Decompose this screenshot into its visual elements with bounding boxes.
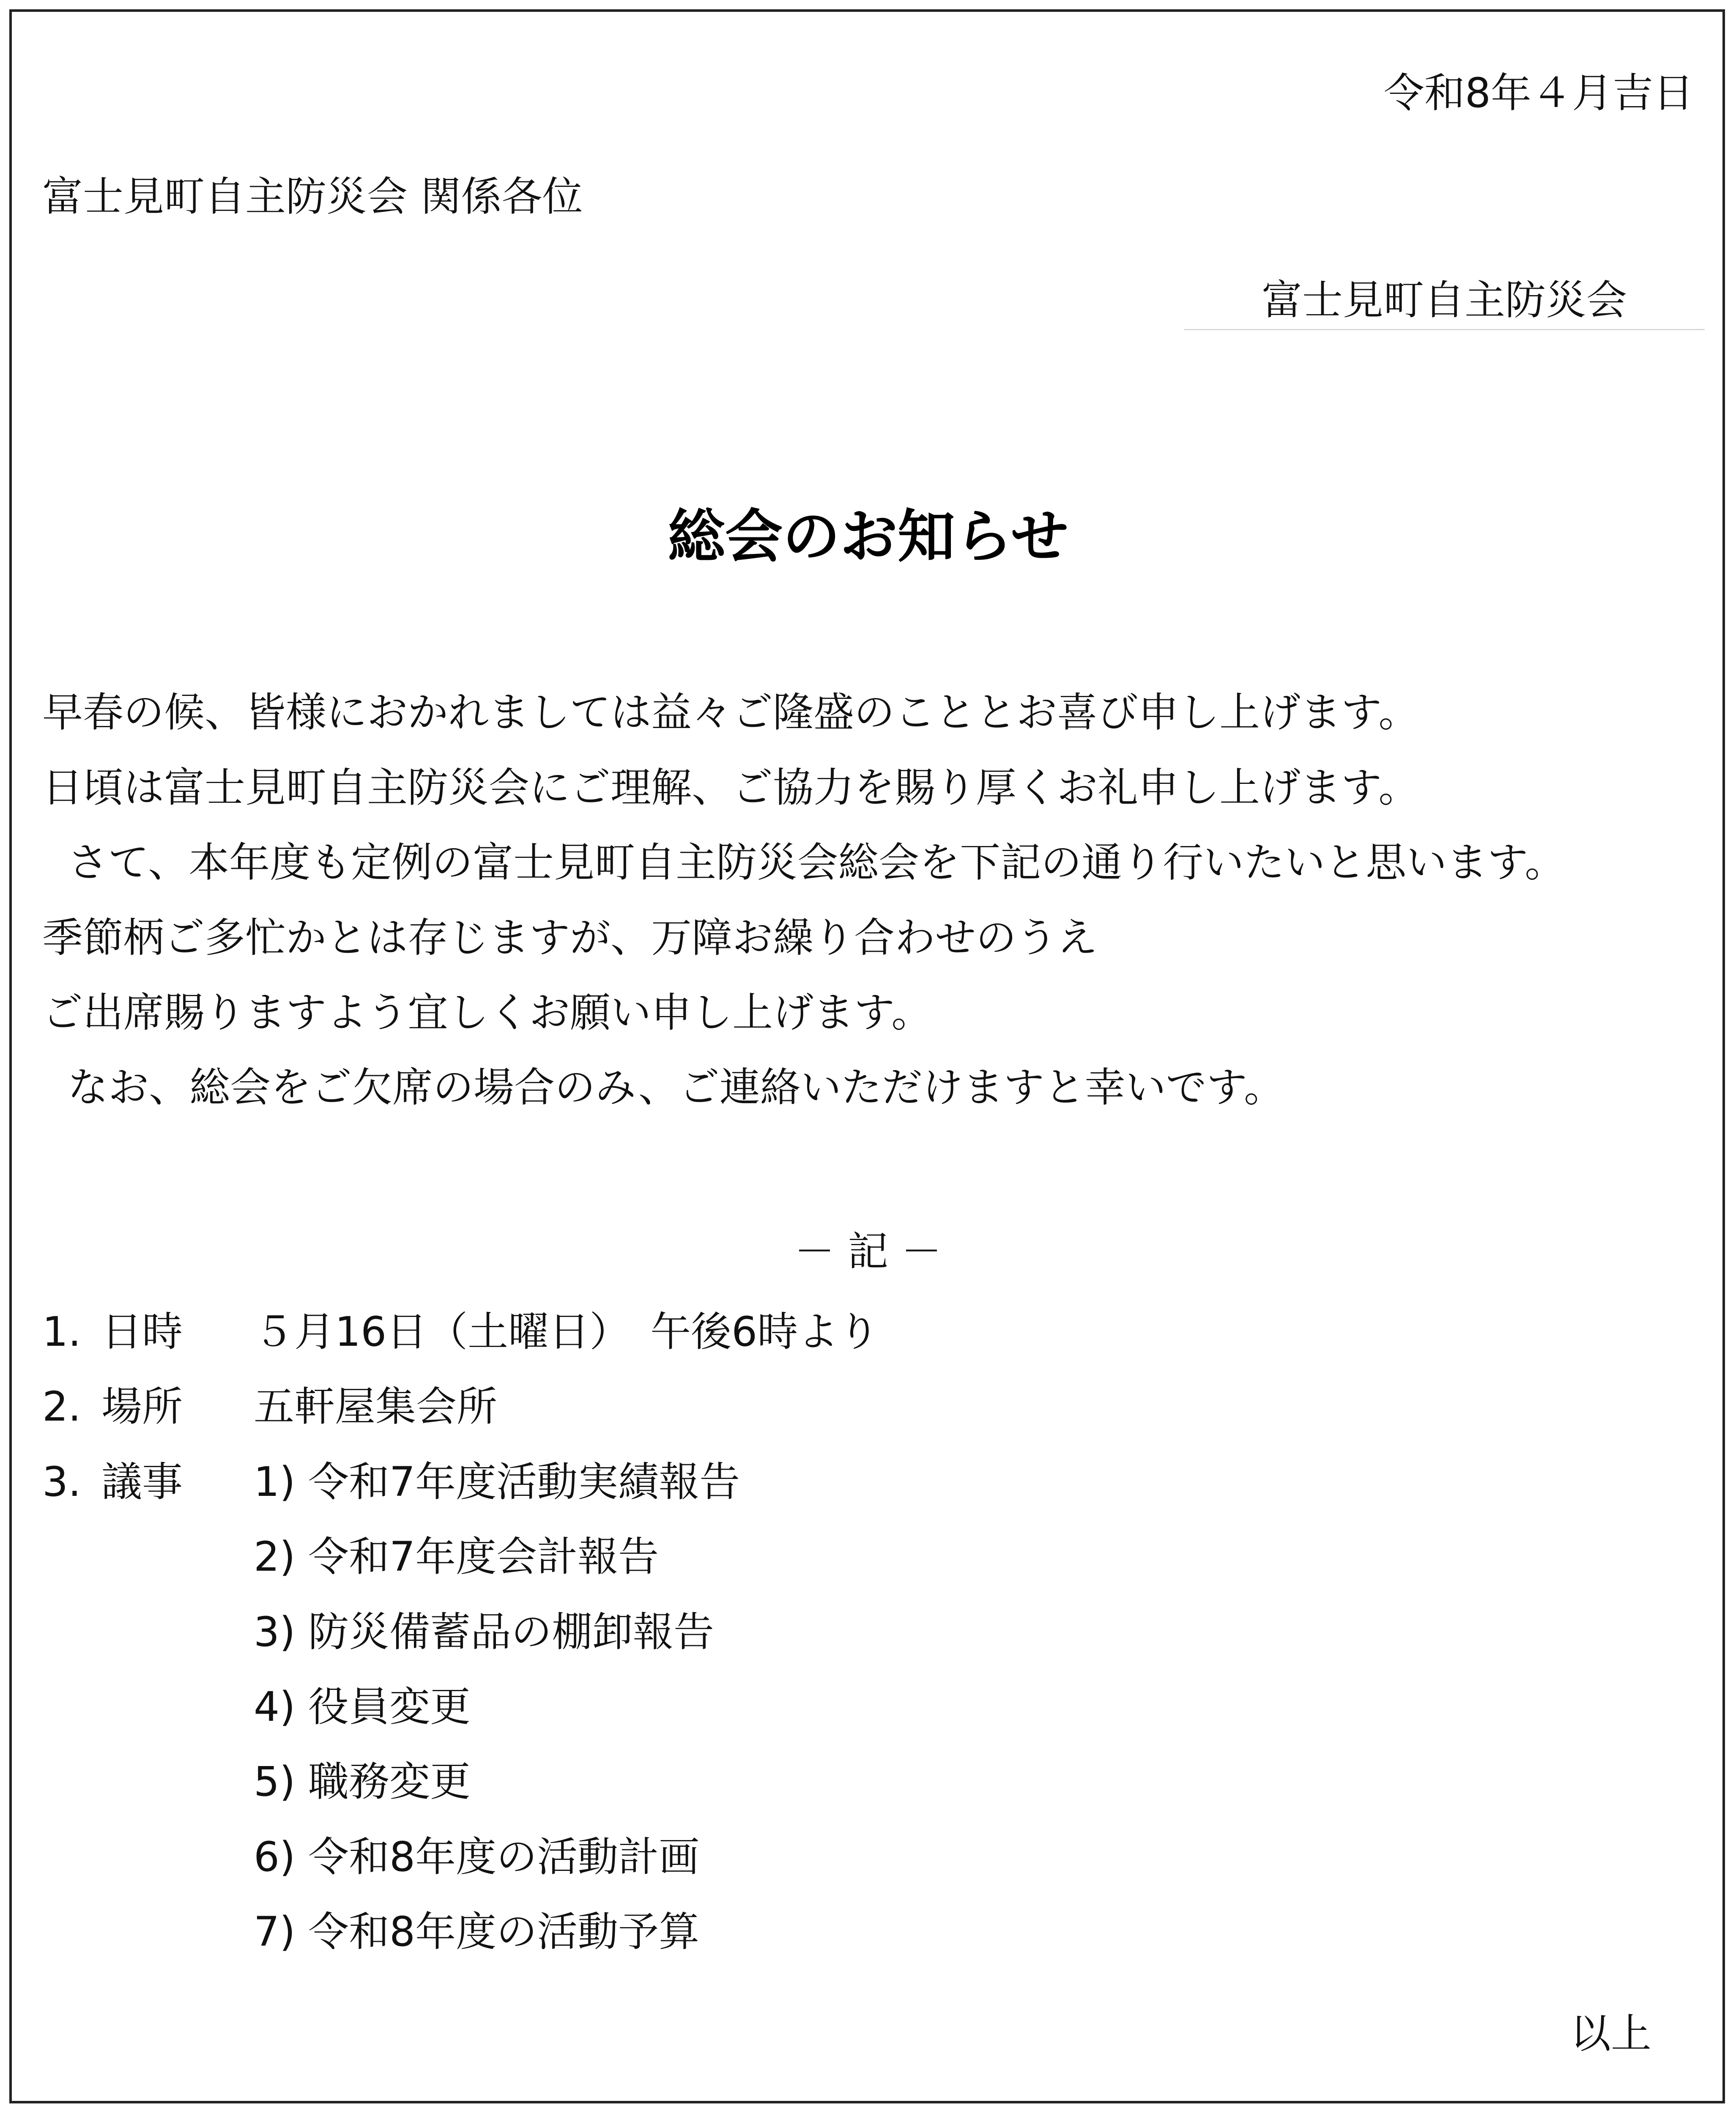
agenda-item: 2) 令和7年度会計報告 <box>254 1533 659 1580</box>
agenda-item: 5) 職務変更 <box>254 1758 471 1805</box>
item-label-agenda: 議事 <box>101 1458 183 1506</box>
agenda-item: 7) 令和8年度の活動予算 <box>254 1908 700 1955</box>
item-label-place: 場所 <box>101 1383 183 1430</box>
agenda-item: 4) 役員変更 <box>254 1683 471 1731</box>
item-number: 3. <box>42 1458 81 1506</box>
body-line: 季節柄ご多忙かとは存じますが、万障お繰り合わせのうえ <box>42 914 1098 961</box>
body-line: 早春の候、皆様におかれましては益々ご隆盛のこととお喜び申し上げます。 <box>42 689 1419 736</box>
item-number: 1. <box>42 1308 81 1355</box>
body-line: ご出席賜りますよう宜しくお願い申し上げます。 <box>42 989 932 1036</box>
closing-ijo: 以上 <box>1570 2010 1651 2057</box>
recipient: 富士見町自主防災会 関係各位 <box>42 173 583 220</box>
agenda-item: 1) 令和7年度活動実績報告 <box>254 1458 740 1506</box>
item-number: 2. <box>42 1383 81 1430</box>
sender: 富士見町自主防災会 <box>1262 277 1627 324</box>
agenda-item: 3) 防災備蓄品の棚卸報告 <box>254 1608 715 1656</box>
ki-heading: － 記 － <box>794 1228 942 1275</box>
body-line: さて、本年度も定例の富士見町自主防災会総会を下記の通り行いたいと思います。 <box>68 839 1566 886</box>
item-value-datetime: ５月16日（土曜日） 午後6時より <box>254 1308 879 1355</box>
sender-underline <box>1184 329 1705 330</box>
issue-date: 令和8年４月吉日 <box>1383 69 1694 117</box>
item-label-datetime: 日時 <box>101 1308 183 1355</box>
item-value-place: 五軒屋集会所 <box>254 1383 497 1430</box>
page-title: 総会のお知らせ <box>668 504 1068 570</box>
agenda-item: 6) 令和8年度の活動計画 <box>254 1833 700 1881</box>
body-line: なお、総会をご欠席の場合のみ、ご連絡いただけますと幸いです。 <box>68 1064 1285 1111</box>
body-line: 日頃は富士見町自主防災会にご理解、ご協力を賜り厚くお礼申し上げます。 <box>42 764 1419 811</box>
